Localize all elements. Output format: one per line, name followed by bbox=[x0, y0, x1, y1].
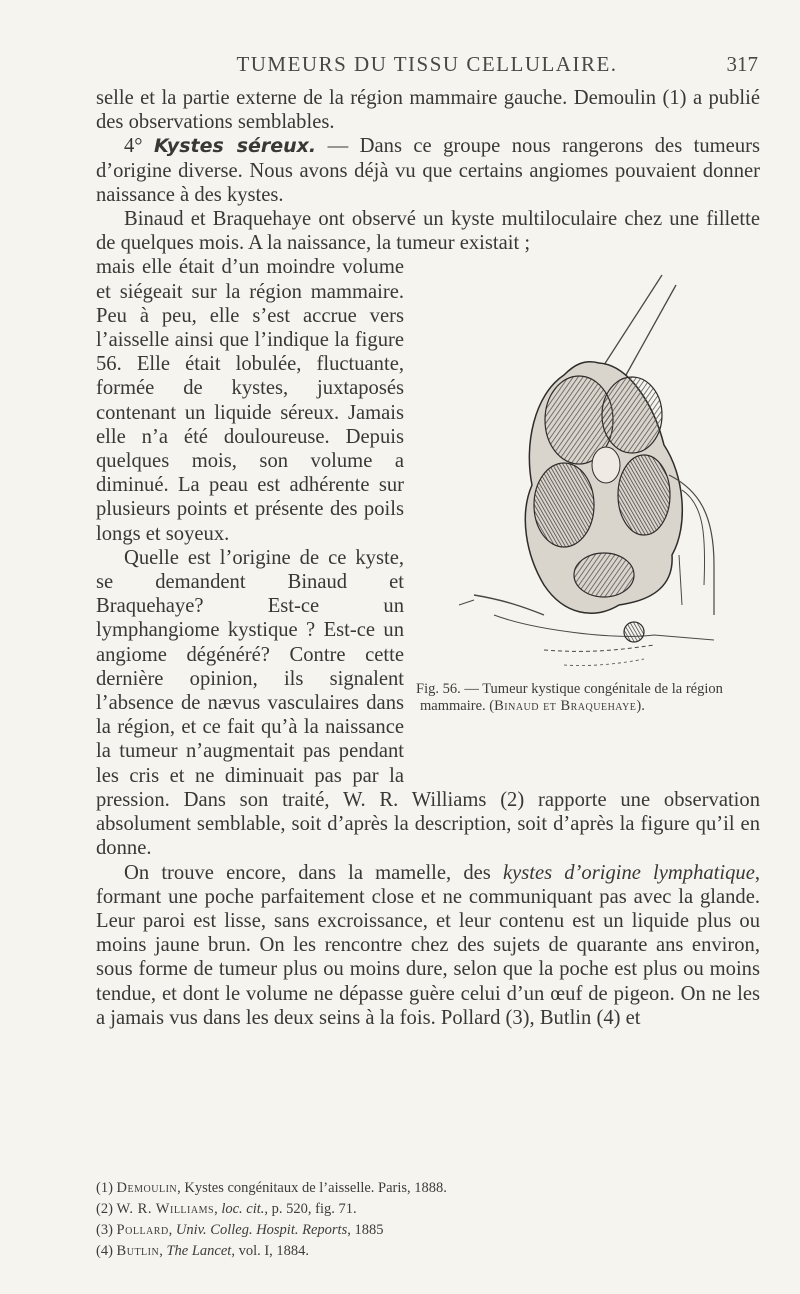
footnote-3: (3) Pollard, Univ. Colleg. Hospit. Reports, 1885 bbox=[96, 1222, 384, 1238]
paragraph-5-italic: kystes d’origine lymphatique bbox=[502, 861, 755, 884]
paragraph-5-rest: , formant une poche parfaitement close et ne communiquant pas avec la glande. Leur paroi est lisse, sans excroissance, et leur contenu est un liquide plus ou moins jaune brun. On les rencontre chez des sujets de quarante ans environ, sous forme de tumeur plus ou moins dure, selon que la poche est plus ou moins tendue, et dont le volume ne dépasse guère celui d’un œuf de pigeon. On ne les a jamais vus dans les deux seins à la fois. Pollard (3), Butlin (4) et bbox=[96, 861, 761, 1029]
running-head: TUMEURS DU TISSU CELLULAIRE. bbox=[236, 52, 618, 76]
page-header bbox=[96, 52, 758, 82]
footnote-number: (3) bbox=[96, 1222, 113, 1238]
caption-suffix: ). bbox=[636, 698, 645, 715]
paragraph-3-line: Binaud et Braquehaye ont observé un kyste multiloculaire chez une fillette de quelques mois. A la naissance, la tumeur existait ; bbox=[96, 208, 760, 255]
section-number: 4° bbox=[124, 135, 143, 158]
paragraph-4-rest: vasculaires dans la région, et ce fait qu’à la naissance la tumeur n’augmentait pas pendant les cris et ne diminuait pas par la pression. Dans son traité, W. R. Williams (2) rapporte une observation absolument semblable, soit d’après la description, soit d’après la figure qu’il en donne. bbox=[96, 692, 760, 860]
paragraph-2-text: — Dans ce groupe nous rangerons des tumeurs d’origine diverse. Nous avons déjà vu que certains angiomes pouvaient donner naissance à des kystes. bbox=[96, 135, 760, 206]
footnote-italic: The Lancet bbox=[166, 1243, 232, 1259]
caption-authors: Binaud et Braquehaye bbox=[494, 698, 637, 715]
footnote-number: (2) bbox=[96, 1201, 113, 1217]
figure-56 bbox=[414, 255, 760, 763]
paragraph-1: selle et la partie externe de la région mammaire gauche. Demoulin (1) a publié des observations semblables. bbox=[96, 87, 760, 134]
footnote-text: , 1885 bbox=[347, 1222, 384, 1238]
footnote-italic: loc. cit. bbox=[221, 1201, 265, 1217]
page-number: 317 bbox=[726, 52, 758, 76]
figure-wrap-block bbox=[96, 255, 760, 860]
paragraph-4-wrapped: Quelle est l’origine de ce kyste, se demandent Binaud et Braquehaye? Est-ce un lymphangiome kystique ? Est-ce un angiome dégénéré? Contre cette dernière opinion, ils signalent l’absence de nævus bbox=[96, 546, 404, 715]
body-text bbox=[96, 86, 760, 1030]
footnote-text: , vol. I, 1884. bbox=[231, 1243, 310, 1259]
footnote-author: W. R. Williams bbox=[116, 1201, 215, 1217]
footnote-number: (4) bbox=[96, 1243, 113, 1259]
figure-caption bbox=[414, 681, 760, 715]
footnote-author: Butlin bbox=[116, 1243, 160, 1259]
paragraph-2 bbox=[96, 134, 760, 207]
footnote-text: , p. 520, fig. 71. bbox=[264, 1201, 357, 1217]
tumor-illustration bbox=[414, 255, 760, 675]
footnote-number: (1) bbox=[96, 1180, 113, 1196]
footnote-italic: Univ. Colleg. Hospit. Reports bbox=[175, 1222, 348, 1238]
section-heading: Kystes séreux. bbox=[154, 135, 317, 158]
paragraph-5 bbox=[96, 861, 760, 1030]
footnotes bbox=[96, 1178, 760, 1262]
caption-prefix: Fig. 56. — Tumeur kystique congénitale de la région mammaire. ( bbox=[416, 681, 723, 715]
paragraph-5-start: On trouve encore, dans la mamelle, des bbox=[124, 861, 503, 884]
paragraph-3-wrapped: mais elle était d’un moindre volume et siégeait sur la région mammaire. Peu à peu, elle s’est accrue vers l’aisselle ainsi que l’indique la figure 56. Elle était lobulée, fluctuante, formée de kystes, juxtaposés contenant un liquide séreux. Jamais elle n’a été douloureuse. Depuis quelques mois, son volume a diminué. La peau est adhérente sur plusieurs points et présente des poils longs et soyeux. bbox=[96, 256, 404, 545]
footnote-1 bbox=[96, 1178, 760, 1199]
footnote-4: (4) Butlin, The Lancet, vol. I, 1884. bbox=[96, 1243, 310, 1259]
footnote-author: Pollard bbox=[116, 1222, 169, 1238]
footnote-author: Demoulin bbox=[116, 1180, 178, 1196]
footnote-text: , Kystes congénitaux de l’aisselle. Paris, 1888. bbox=[177, 1180, 447, 1196]
footnote-2: (2) W. R. Williams, loc. cit., p. 520, fig. 71. bbox=[96, 1201, 357, 1217]
